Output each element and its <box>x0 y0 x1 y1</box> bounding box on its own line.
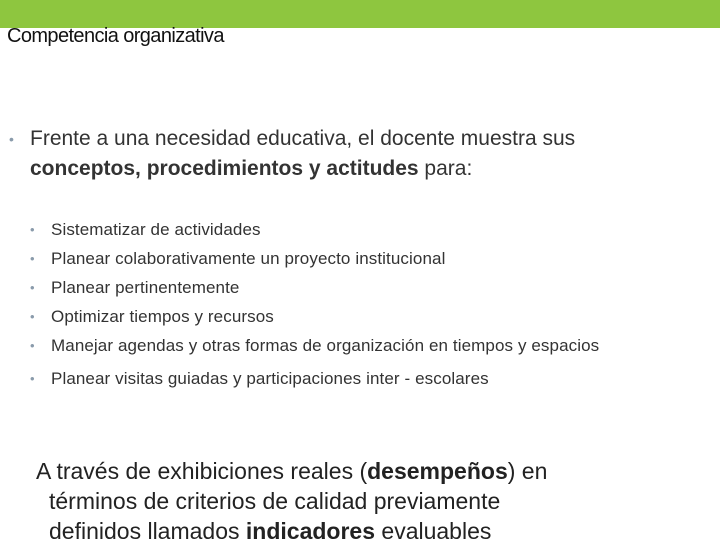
bullet-dot-icon: • <box>30 309 35 324</box>
header-band <box>0 0 720 28</box>
closing-line-3 <box>36 516 676 546</box>
main-bullet-post: para: <box>418 157 473 180</box>
main-bullet-text <box>9 124 699 184</box>
list-item <box>30 276 670 300</box>
main-bullet-bold: conceptos, procedimientos y actitudes <box>30 157 419 180</box>
bullet-dot-icon: • <box>30 280 35 295</box>
list-item-text: Planear colaborativamente un proyecto institucional <box>51 249 446 268</box>
list-item <box>30 305 670 329</box>
closing-bold-desempenos: desempeños <box>367 458 508 484</box>
list-item <box>30 367 670 391</box>
list-item-text: Manejar agendas y otras formas de organización en tiempos y espacios <box>51 336 600 355</box>
closing-text: evaluables <box>375 518 492 544</box>
closing-bold-indicadores: indicadores <box>245 518 376 544</box>
bullet-dot-icon: • <box>30 371 35 386</box>
sub-bullet-list <box>30 218 670 396</box>
bullet-dot-icon: • <box>30 338 35 353</box>
closing-text: definidos llamados <box>49 518 246 544</box>
closing-text: ) en <box>507 458 548 484</box>
closing-line-1 <box>36 456 676 486</box>
bullet-dot-icon: • <box>9 131 14 147</box>
main-bullet-pre: Frente a una necesidad educativa, el docente muestra sus <box>30 127 576 150</box>
list-item <box>30 247 670 271</box>
list-item <box>30 334 670 357</box>
closing-paragraph <box>36 456 676 546</box>
list-item-text: Optimizar tiempos y recursos <box>51 307 274 326</box>
closing-text: A través de exhibiciones reales ( <box>36 458 368 484</box>
bullet-dot-icon: • <box>30 222 35 237</box>
bullet-dot-icon: • <box>30 251 35 266</box>
closing-line-2: términos de criterios de calidad previamente <box>49 488 501 514</box>
list-item <box>30 218 670 242</box>
main-bullet <box>9 124 699 184</box>
list-item-text: Planear pertinentemente <box>51 278 240 297</box>
slide-title: Competencia organizativa <box>7 25 224 47</box>
list-item-text: Planear visitas guiadas y participaciones inter - escolares <box>51 369 489 388</box>
list-item-text: Sistematizar de actividades <box>51 220 261 239</box>
